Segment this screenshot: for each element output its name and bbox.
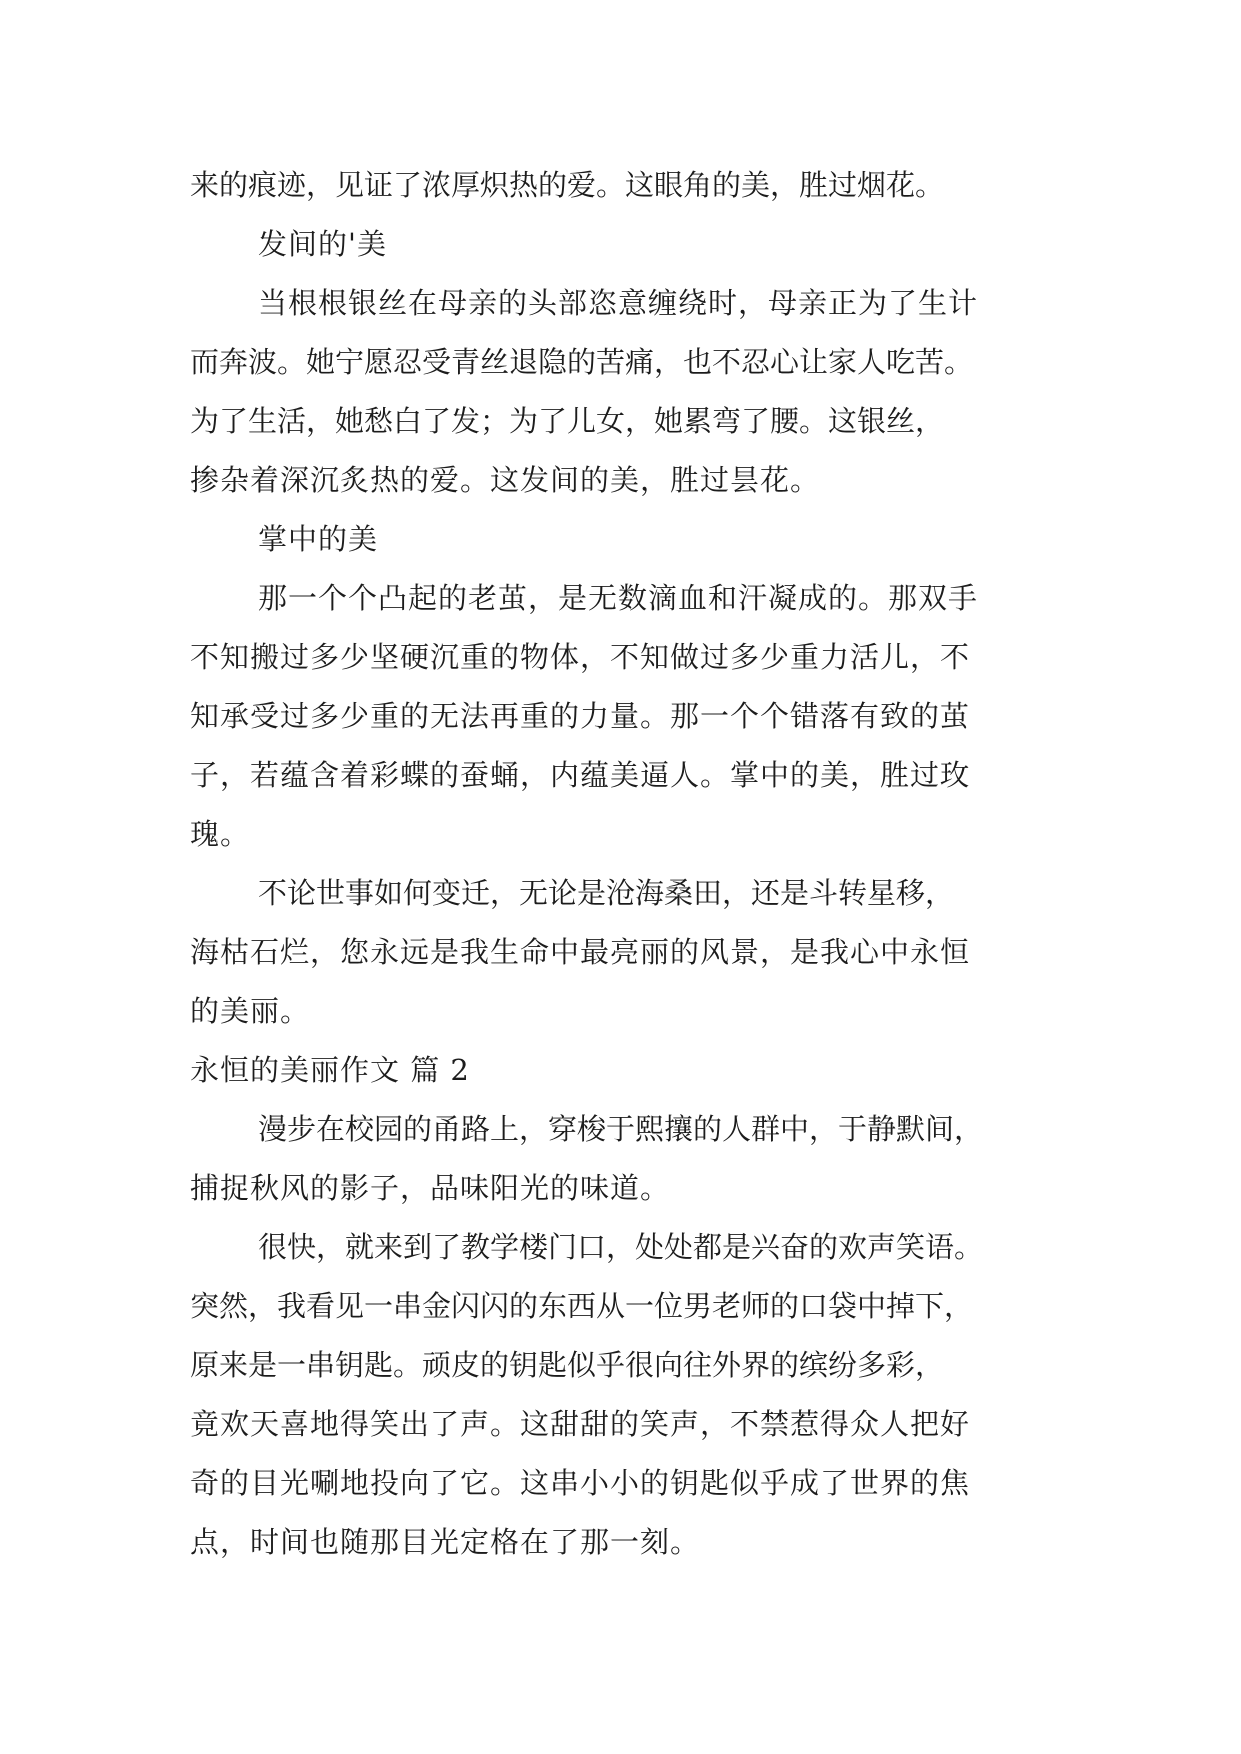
paragraph-line: 很快，就来到了教学楼门口，处处都是兴奋的欢声笑语。	[258, 1230, 984, 1264]
paragraph-line: 原来是一串钥匙。顽皮的钥匙似乎很向往外界的缤纷多彩，	[190, 1348, 945, 1382]
paragraph-line: 瑰。	[190, 817, 251, 851]
paragraph-line: 来的痕迹，见证了浓厚炽热的爱。这眼角的美，胜过烟花。	[190, 168, 945, 202]
paragraph-line: 竟欢天喜地得笑出了声。这甜甜的笑声，不禁惹得众人把好	[190, 1407, 971, 1441]
section-heading: 发间的'美	[258, 227, 387, 261]
essay-title: 永恒的美丽作文 篇 2	[190, 1053, 470, 1087]
paragraph-line: 的美丽。	[190, 994, 311, 1028]
section-heading: 掌中的美	[258, 522, 379, 556]
paragraph-line: 漫步在校园的甬路上，穿梭于熙攘的人群中，于静默间，	[258, 1112, 984, 1146]
paragraph-line: 点，时间也随那目光定格在了那一刻。	[190, 1525, 701, 1559]
paragraph-line: 当根根银丝在母亲的头部恣意缠绕时，母亲正为了生计	[258, 286, 979, 320]
paragraph-line: 子，若蕴含着彩蝶的蚕蛹，内蕴美逼人。掌中的美，胜过玫	[190, 758, 971, 792]
paragraph-line: 突然，我看见一串金闪闪的东西从一位男老师的口袋中掉下，	[190, 1289, 974, 1323]
paragraph-line: 为了生活，她愁白了发；为了儿女，她累弯了腰。这银丝，	[190, 404, 945, 438]
paragraph-line: 知承受过多少重的无法再重的力量。那一个个错落有致的茧	[190, 699, 971, 733]
paragraph-line: 奇的目光唰地投向了它。这串小小的钥匙似乎成了世界的焦	[190, 1466, 971, 1500]
paragraph-line: 那一个个凸起的老茧，是无数滴血和汗凝成的。那双手	[258, 581, 979, 615]
paragraph-line: 海枯石烂，您永远是我生命中最亮丽的风景，是我心中永恒	[190, 935, 971, 969]
paragraph-line: 不知搬过多少坚硬沉重的物体，不知做过多少重力活儿，不	[190, 640, 971, 674]
paragraph-line: 掺杂着深沉炙热的爱。这发间的美，胜过昙花。	[190, 463, 821, 497]
paragraph-line: 不论世事如何变迁，无论是沧海桑田，还是斗转星移，	[258, 876, 955, 910]
paragraph-line: 捕捉秋风的影子，品味阳光的味道。	[190, 1171, 671, 1205]
paragraph-line: 而奔波。她宁愿忍受青丝退隐的苦痛，也不忍心让家人吃苦。	[190, 345, 974, 379]
